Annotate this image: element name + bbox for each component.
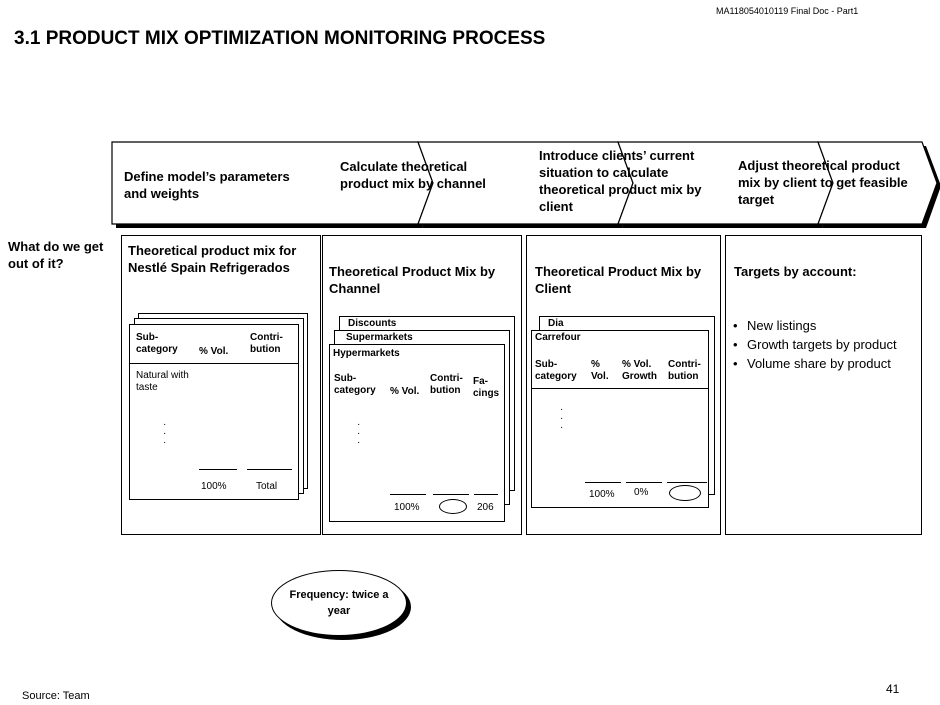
panel2-sheet-hypermarkets (329, 344, 505, 522)
source-note: Source: Team (22, 690, 90, 702)
panel2-tab-discounts: Discounts (348, 318, 397, 329)
panel2-total-facings: 206 (477, 502, 494, 513)
step-2-label: Calculate theoretical product mix by channel (340, 159, 486, 191)
panel2-total-rule-facings (474, 494, 498, 495)
panel3-col-subcategory: Sub- category (535, 359, 577, 382)
panel3-tab-dia: Dia (548, 318, 564, 329)
row-label: What do we get out of it? (8, 239, 104, 271)
panel2-ellipsis: · · · (357, 419, 361, 448)
panel3-total-rule-contribution (667, 482, 707, 483)
panel1-col-subcategory: Sub- category (136, 332, 178, 355)
panel2-total-contribution-oval (439, 499, 467, 514)
panel3-ellipsis: · · · (560, 404, 564, 433)
panel3-total-rule-growth (626, 482, 662, 483)
panel1-col-contribution: Contri- bution (250, 332, 283, 355)
panel2-title: Theoretical Product Mix by Channel (329, 264, 496, 296)
panel3-total-rule-vol (585, 482, 621, 483)
panel1-title: Theoretical product mix for Nestlé Spain Refrigerados (128, 243, 297, 275)
panel1-col-vol: % Vol. (199, 346, 229, 357)
document-id: MA118054010119 Final Doc - Part1 (716, 6, 859, 16)
panel3-total-contribution-oval (669, 485, 701, 501)
panel2-tab-hypermarkets: Hypermarkets (333, 348, 400, 359)
panel3-total-growth: 0% (634, 487, 649, 498)
panel4-bullet-new-listings: • New listings (733, 316, 913, 335)
panel2-total-rule-vol (390, 494, 426, 495)
panel1-header-rule (130, 363, 298, 364)
panel-targets-by-account (725, 235, 922, 535)
panel2-tab-supermarkets: Supermarkets (346, 332, 413, 343)
panel2-col-facings: Fa- cings (473, 376, 500, 399)
panel3-col-vol: % Vol. (591, 359, 609, 382)
panel3-col-growth: % Vol. Growth (622, 359, 657, 382)
panel2-col-contribution: Contri- bution (430, 373, 463, 396)
step-4-label: Adjust theoretical product mix by client to get feasible target (738, 158, 908, 207)
step-3-label: Introduce clients’ current situation to calculate theoretical product mix by client (539, 148, 702, 214)
panel4-bullet-volume-share: • Volume share by product (733, 354, 913, 373)
panel3-col-contribution: Contri- bution (668, 359, 701, 382)
step-1-label: Define model’s parameters and weights (124, 169, 290, 201)
frequency-text: Frequency: twice a year (289, 589, 389, 617)
panel1-row-example: Natural with taste (136, 370, 189, 393)
panel3-header-rule (532, 388, 708, 389)
panel3-tab-carrefour: Carrefour (535, 332, 581, 343)
panel2-col-vol: % Vol. (390, 386, 420, 397)
panel2-total-rule-contribution (433, 494, 469, 495)
panel3-title: Theoretical Product Mix by Client (535, 264, 702, 296)
frequency-callout (271, 570, 407, 636)
panel1-ellipsis: · · · (163, 419, 167, 448)
page-number: 41 (886, 682, 900, 696)
panel1-total-vol: 100% (201, 481, 227, 492)
panel1-total-label: Total (256, 481, 278, 492)
page-title: 3.1 PRODUCT MIX OPTIMIZATION MONITORING PROCESS (14, 28, 546, 49)
panel4-bullet-list (733, 316, 913, 373)
panel1-total-rule-contribution (247, 469, 292, 470)
panel4-title: Targets by account: (734, 264, 857, 279)
panel3-total-vol: 100% (589, 489, 615, 500)
panel2-col-subcategory: Sub- category (334, 373, 376, 396)
panel4-bullet-growth-targets: • Growth targets by product (733, 335, 913, 354)
panel2-total-vol: 100% (394, 502, 420, 513)
panel1-total-rule-vol (199, 469, 237, 470)
